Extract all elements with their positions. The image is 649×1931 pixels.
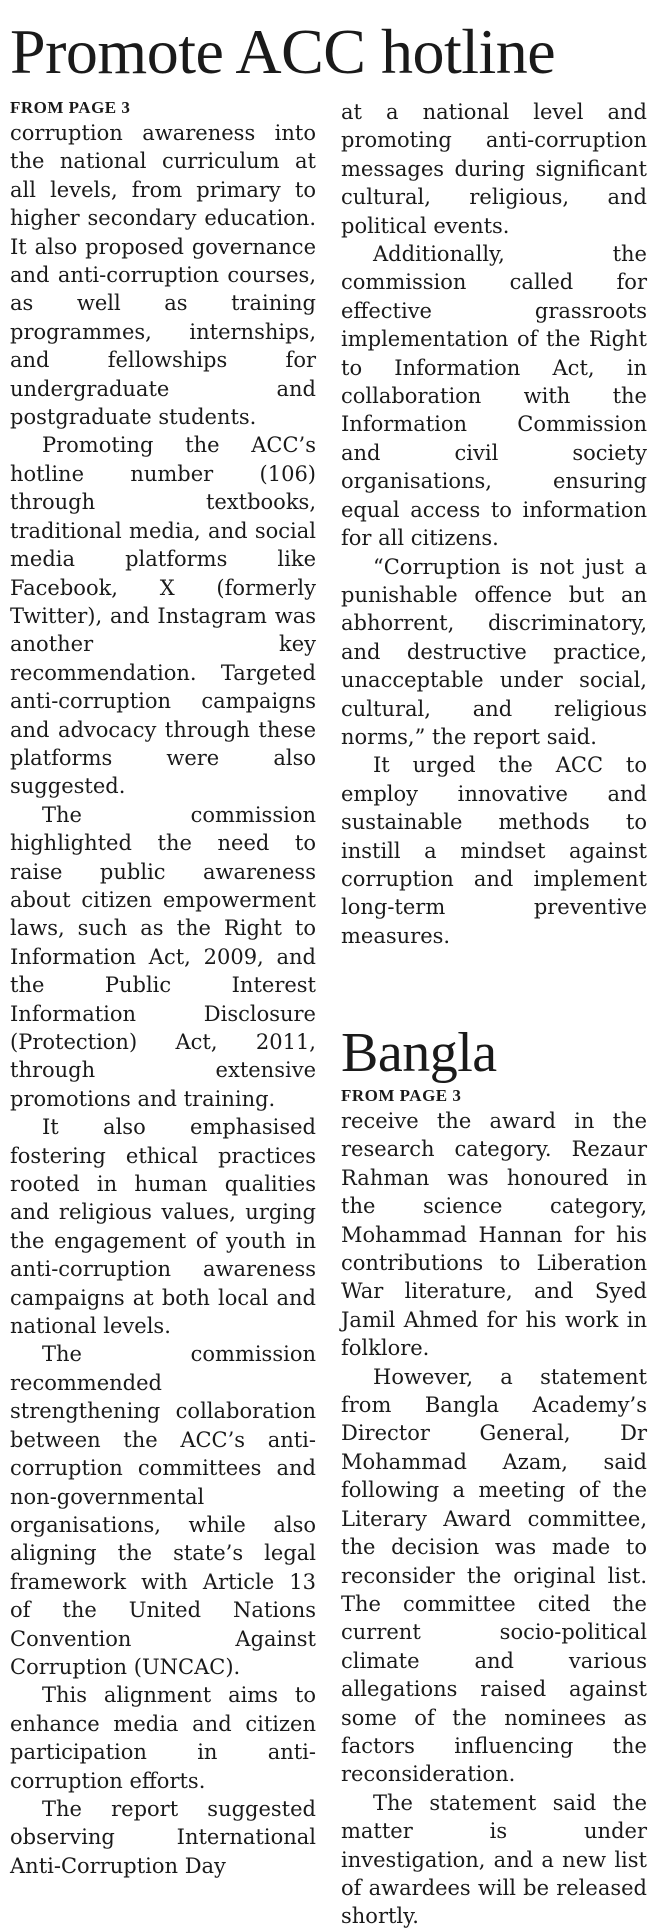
bangla-headline: Bangla xyxy=(341,1022,497,1084)
jump-kicker: FROM PAGE 3 xyxy=(10,98,131,117)
paragraph: The commission recommended strengthening collaboration between the ACC’s anti-corruption committees and non-governmental organisations, while also aligning the state’s legal framework with Article 13 of the United Nations Convention Against Corruption (UNCAC). xyxy=(10,1342,316,1679)
paragraph: This alignment aims to enhance media and citizen participation in anti-corruption efforts. xyxy=(10,1683,316,1793)
jump-kicker: FROM PAGE 3 xyxy=(341,1086,462,1105)
paragraph: The report suggested observing International Anti-Corruption Day xyxy=(10,1796,316,1878)
paragraph: corruption awareness into the national curriculum at all levels, from primary to higher secondary education. It also proposed governance and anti-corruption courses, as well as training programmes, internships, and fellowships for undergraduate and postgraduate students. xyxy=(10,121,316,430)
bangla-article xyxy=(341,1022,647,1931)
article-headline: Promote ACC hotline xyxy=(10,16,556,87)
paragraph: The commission highlighted the need to raise public awareness about citizen empowerment laws, such as the Right to Information Act, 2009, and the Public Interest Information Disclosure (Protection) Act, 2011, through extensive promotions and training. xyxy=(10,802,316,1111)
paragraph: “Corruption is not just a punishable offence but an abhorrent, discriminatory, and destructive practice, unacceptable under social, cultural, and religious norms,” the report said. xyxy=(341,554,647,749)
paragraph: at a national level and promoting anti-corruption messages during significant cultural, religious, and political events. xyxy=(341,100,647,238)
paragraph: It also emphasised fostering ethical practices rooted in human qualities and religious values, urging the engagement of youth in anti-corruption awareness campaigns at both local and national levels. xyxy=(10,1115,316,1339)
paragraph: The statement said the matter is under investigation, and a new list of awardees will be released shortly. xyxy=(341,1790,647,1929)
paragraph: It urged the ACC to employ innovative and sustainable methods to instill a mindset against corruption and implement long-term preventive measures. xyxy=(341,753,647,948)
paragraph: However, a statement from Bangla Academy’s Director General, Dr Mohammad Azam, said following a meeting of the Literary Award committee, the decision was made to reconsider the original list. The committee cited the current socio-political climate and various allegations raised against some of the nominees as factors influencing the reconsideration. xyxy=(341,1364,647,1787)
paragraph: receive the award in the research category. Rezaur Rahman was honoured in the science category, Mohammad Hannan for his contributions to Liberation War literature, and Syed Jamil Ahmed for his work in folklore. xyxy=(341,1109,647,1361)
article-column-1 xyxy=(10,98,316,1880)
paragraph: Promoting the ACC’s hotline number (106) through textbooks, traditional media, and social media platforms like Facebook, X (formerly Twitter), and Instagram was another key recommendation. Targeted anti-corruption campaigns and advocacy through these platforms were also suggested. xyxy=(10,433,316,799)
article-column-2 xyxy=(341,98,647,950)
paragraph: Additionally, the commission called for effective grassroots implementation of the Right to Information Act, in collaboration with the Information Commission and civil society organisations, ensuring equal access to information for all citizens. xyxy=(341,242,647,551)
